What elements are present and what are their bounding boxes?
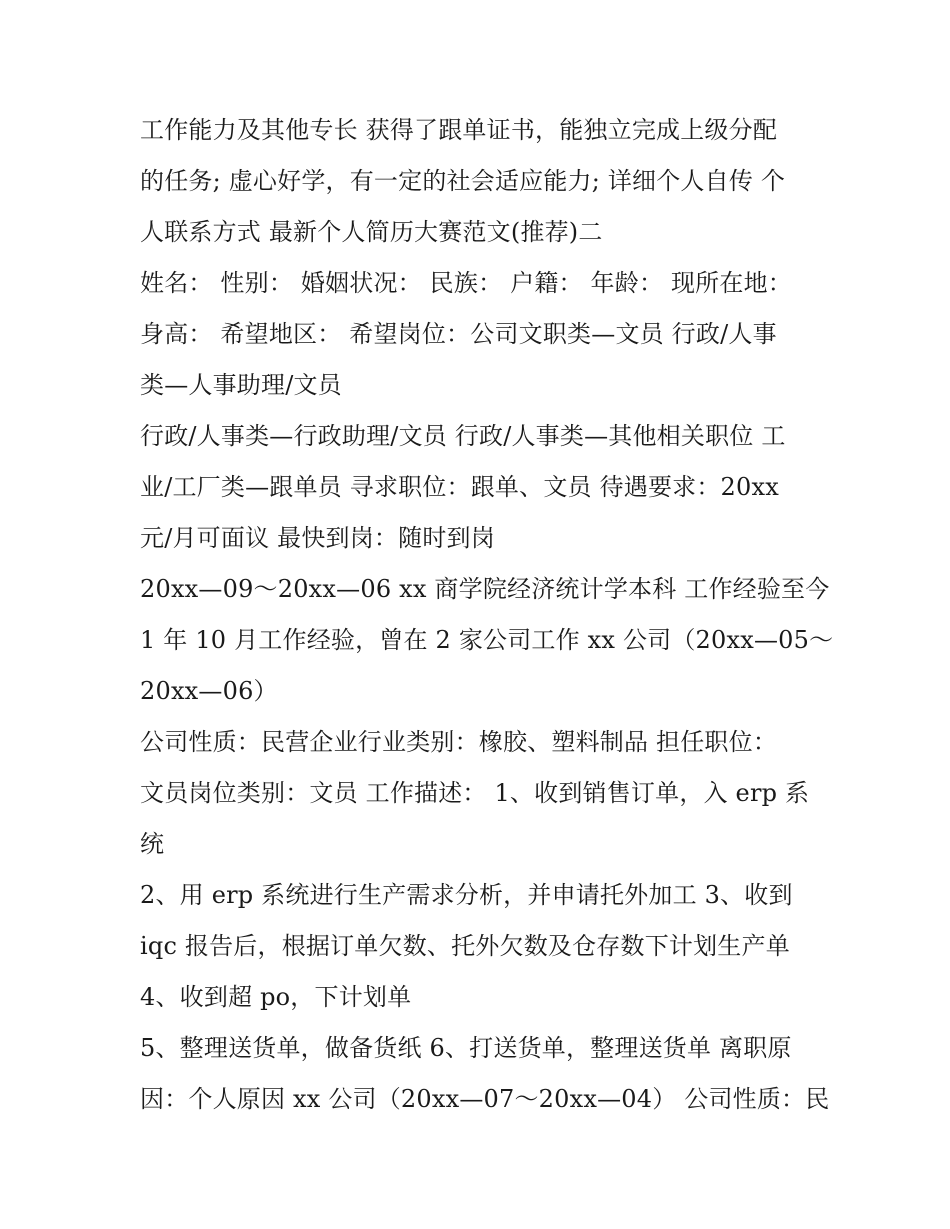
text-line: 人联系方式 最新个人简历大赛范文(推荐)二 [140, 218, 603, 246]
text-line: 元/月可面议 最快到岗：随时到岗 [140, 524, 495, 552]
text-line: 类—人事助理/文员 [140, 371, 342, 399]
text-line: iqc 报告后，根据订单欠数、托外欠数及仓存数下计划生产单 [140, 932, 790, 960]
text-line: 的任务; 虚心好学，有一定的社会适应能力; 详细个人自传 个 [140, 167, 786, 195]
text-line: 业/工厂类—跟单员 寻求职位：跟单、文员 待遇要求：20xx [140, 473, 779, 501]
text-line: 20xx—06） [140, 677, 278, 705]
text-line: 身高： 希望地区： 希望岗位：公司文职类—文员 行政/人事 [140, 320, 777, 348]
document-body [140, 105, 834, 1125]
text-line: 统 [140, 830, 165, 858]
text-line: 5、整理送货单，做备货纸 6、打送货单，整理送货单 离职原 [140, 1034, 792, 1062]
text-line: 公司性质：民营企业行业类别：橡胶、塑料制品 担任职位： [140, 728, 778, 756]
text-line: 4、收到超 po，下计划单 [140, 983, 412, 1011]
text-line: 行政/人事类—行政助理/文员 行政/人事类—其他相关职位 工 [140, 422, 786, 450]
text-line: 姓名： 性别： 婚姻状况： 民族： 户籍： 年龄： 现所在地： [140, 269, 792, 297]
text-line: 因：个人原因 xx 公司（20xx—07～20xx—04） 公司性质：民 [140, 1085, 830, 1113]
text-line: 20xx—09～20xx—06 xx 商学院经济统计学本科 工作经验至今 [140, 575, 830, 603]
text-line: 1 年 10 月工作经验，曾在 2 家公司工作 xx 公司（20xx—05～ [140, 626, 834, 654]
text-line: 工作能力及其他专长 获得了跟单证书，能独立完成上级分配 [140, 116, 778, 144]
text-line: 2、用 erp 系统进行生产需求分析，并申请托外加工 3、收到 [140, 881, 793, 909]
text-line: 文员岗位类别：文员 工作描述： 1、收到销售订单，入 erp 系 [140, 779, 810, 807]
